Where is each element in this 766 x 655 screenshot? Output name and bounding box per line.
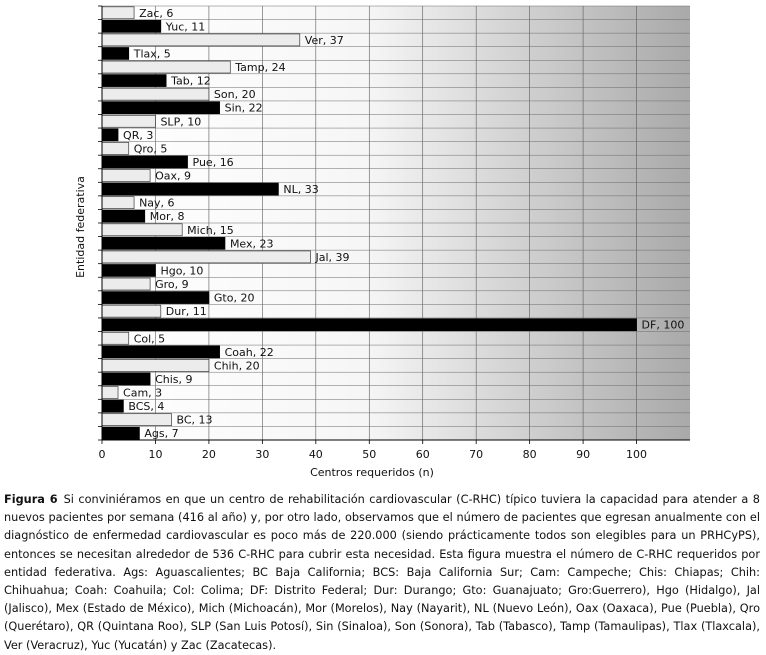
bar-label-5: Tab, 12 xyxy=(171,74,211,88)
bar-18 xyxy=(102,251,310,263)
bar-label-0: Zac, 6 xyxy=(139,6,174,20)
bar-label-4: Tamp, 24 xyxy=(235,61,286,75)
bar-15 xyxy=(102,210,145,222)
bar-10 xyxy=(102,142,129,154)
bar-3 xyxy=(102,47,129,59)
bar-label-17: Mex, 23 xyxy=(229,237,274,251)
bar-19 xyxy=(102,264,155,276)
bar-17 xyxy=(102,237,225,249)
bar-30 xyxy=(102,414,171,426)
bar-7 xyxy=(102,102,220,114)
bar-4 xyxy=(102,61,230,73)
bar-12 xyxy=(102,170,150,182)
bar-label-19: Hgo, 10 xyxy=(160,264,204,278)
bar-label-14: Nay, 6 xyxy=(139,196,175,210)
bar-21 xyxy=(102,292,209,304)
bar-label-20: Gro, 9 xyxy=(155,278,189,292)
bar-label-10: Qro, 5 xyxy=(133,142,168,156)
bar-label-3: Tlax, 5 xyxy=(133,47,171,61)
bar-29 xyxy=(102,400,123,412)
bar-28 xyxy=(102,387,118,399)
bar-label-9: QR, 3 xyxy=(123,128,154,142)
x-tick-label-3: 30 xyxy=(255,448,270,461)
bar-16 xyxy=(102,224,182,236)
bar-11 xyxy=(102,156,188,168)
x-tick-label-8: 80 xyxy=(522,448,537,461)
x-tick-label-10: 100 xyxy=(626,448,648,461)
bar-label-8: SLP, 10 xyxy=(160,115,202,129)
x-tick-label-9: 90 xyxy=(576,448,591,461)
bar-label-13: NL, 33 xyxy=(283,183,319,197)
bar-label-31: Ags, 7 xyxy=(144,427,179,441)
bar-31 xyxy=(102,427,139,439)
bar-5 xyxy=(102,75,166,87)
bar-label-28: Cam, 3 xyxy=(123,386,163,400)
caption-text: Si conviniéramos en que un centro de rehabilitación cardiovascular (C-RHC) típico tuviera la capacidad para atender a 8 nuevos pacientes por semana (416 al año) y, por otro lado, observamos que el número de pacientes que egresan anualmente con el diagnóstico de enfermedad cardiovascular es poco más de 220.000 (siendo prácticamente todos son elegibles para un PRHCyPS), entonces se necesitan alrededor de 536 C-RHC para cubrir esta necesidad. Esta figura muestra el número de C-RHC requeridos por entidad federativa. Ags: Aguascalientes; BC Baja California; BCS: Baja California Sur; Cam: Campeche; Chis: Chiapas; Chih: Chihuahua; Coah: Coahuila; Col: Colima; DF: Distrito Federal; Dur: Durango; Gto: Guanajuato; Gro:Guerrero), Hgo (Hidalgo), Jal (Jalisco), Mex (Estado de México), Mich (Michoacán), Mor (Morelos), Nay (Nayarit), NL (Nuevo León), Oax (Oaxaca), Pue (Puebla), Qro (Querétaro), QR (Quintana Roo), SLP (San Luis Potosí), Sin (Sinaloa), Son (Sonora), Tab (Tabasco), Tamp (Tamaulipas), Tlax (Tlaxcala), Ver (Veracruz), Yuc (Yucatán) y Zac (Zacatecas). xyxy=(4,493,760,652)
x-tick-label-5: 50 xyxy=(362,448,377,461)
bar-label-18: Jal, 39 xyxy=(315,250,350,264)
bar-label-12: Oax, 9 xyxy=(155,169,192,183)
bar-2 xyxy=(102,34,300,46)
bar-23 xyxy=(102,319,637,331)
bar-14 xyxy=(102,197,134,209)
bar-20 xyxy=(102,278,150,290)
bar-24 xyxy=(102,332,129,344)
x-tick-label-6: 60 xyxy=(415,448,430,461)
bar-label-25: Coah, 22 xyxy=(224,345,274,359)
x-tick-label-1: 10 xyxy=(148,448,163,461)
bar-6 xyxy=(102,88,209,100)
bar-label-11: Pue, 16 xyxy=(192,155,234,169)
x-axis-title: Centros requeridos (n) xyxy=(310,466,434,479)
bar-label-22: Dur, 11 xyxy=(165,305,207,319)
bar-25 xyxy=(102,346,220,358)
bar-label-7: Sin, 22 xyxy=(224,101,263,115)
bar-label-2: Ver, 37 xyxy=(304,33,344,47)
figure-caption xyxy=(4,491,760,655)
caption-label: Figura 6 xyxy=(4,493,58,506)
bar-label-16: Mich, 15 xyxy=(187,223,234,237)
bar-1 xyxy=(102,20,161,32)
y-axis-title: Entidad federativa xyxy=(74,176,87,278)
bar-label-23: DF, 100 xyxy=(641,318,685,332)
bar-9 xyxy=(102,129,118,141)
bar-13 xyxy=(102,183,278,195)
bar-0 xyxy=(102,7,134,19)
bar-label-1: Yuc, 11 xyxy=(165,20,206,34)
x-tick-label-2: 20 xyxy=(201,448,216,461)
bar-26 xyxy=(102,359,209,371)
bar-22 xyxy=(102,305,161,317)
bar-27 xyxy=(102,373,150,385)
bar-label-26: Chih, 20 xyxy=(213,359,260,373)
bar-label-24: Col, 5 xyxy=(133,332,166,346)
bar-label-21: Gto, 20 xyxy=(213,291,255,305)
x-tick-label-7: 70 xyxy=(469,448,484,461)
bar-8 xyxy=(102,115,155,127)
bar-label-15: Mor, 8 xyxy=(149,210,185,224)
bar-label-6: Son, 20 xyxy=(213,88,256,102)
bar-label-29: BCS, 4 xyxy=(128,400,165,414)
bar-label-30: BC, 13 xyxy=(176,413,213,427)
x-tick-label-4: 40 xyxy=(308,448,323,461)
bar-label-27: Chis, 9 xyxy=(155,372,193,386)
x-tick-label-0: 0 xyxy=(98,448,106,461)
